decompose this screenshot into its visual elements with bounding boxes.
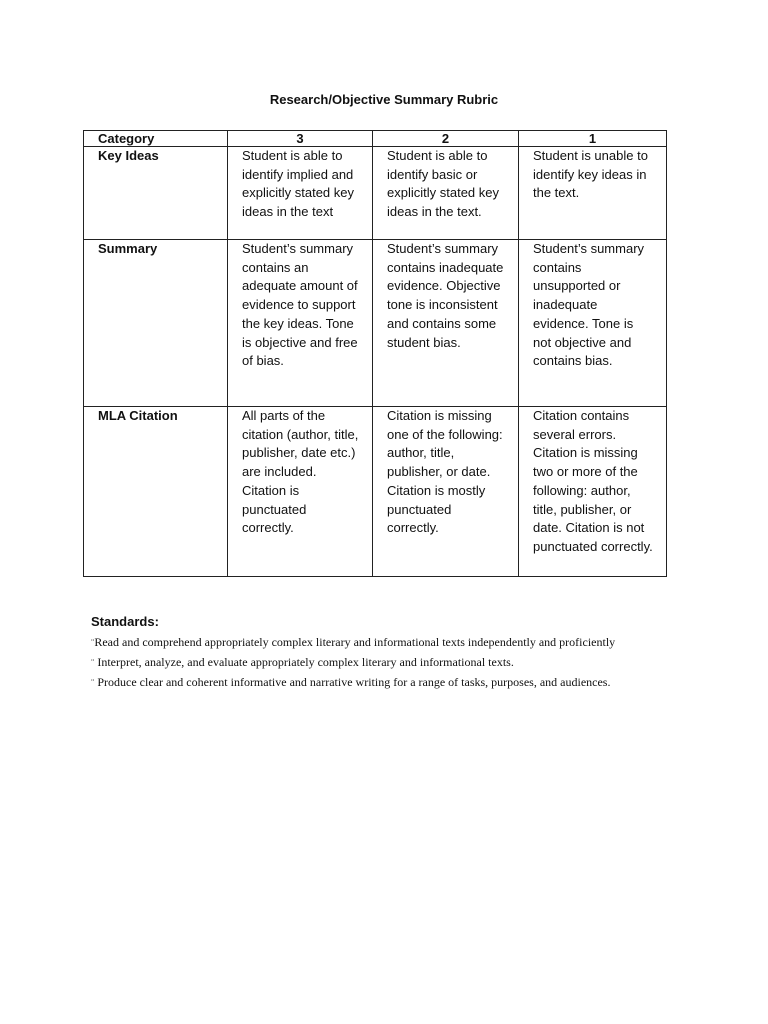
standards-section [91,614,651,693]
cell-mla-citation-1: Citation contains several errors. Citation is missing two or more of the following: author, title, publisher, or date. Citation is not punctuated correctly. [519,407,667,577]
cell-summary-2: Student’s summary contains inadequate evidence. Objective tone is inconsistent and contains some student bias. [373,240,519,407]
standard-text: Read and comprehend appropriately complex literary and informational texts independently and proficiently [94,635,616,649]
category-summary: Summary [84,240,228,407]
row-mla-citation [84,407,667,577]
row-key-ideas [84,147,667,240]
header-row [84,131,667,147]
standards-heading: Standards: [91,614,159,629]
cell-key-ideas-2: Student is able to identify basic or explicitly stated key ideas in the text. [373,147,519,240]
header-score-1: 1 [519,131,667,147]
cell-key-ideas-3: Student is able to identify implied and explicitly stated key ideas in the text [228,147,373,240]
standard-item [91,633,651,653]
header-score-3: 3 [228,131,373,147]
category-key-ideas: Key Ideas [84,147,228,240]
cell-summary-3: Student’s summary contains an adequate amount of evidence to support the key ideas. Tone is objective and free of bias. [228,240,373,407]
standard-text: Interpret, analyze, and evaluate appropriately complex literary and informational texts. [94,655,514,669]
standard-item [91,653,651,673]
cell-mla-citation-2: Citation is missing one of the following: author, title, publisher, or date. Citation is mostly punctuated correctly. [373,407,519,577]
cell-key-ideas-1: Student is unable to identify key ideas in the text. [519,147,667,240]
bullet-icon: ¨ [91,638,95,649]
category-mla-citation: MLA Citation [84,407,228,577]
rubric-table [83,130,667,577]
cell-mla-citation-3: All parts of the citation (author, title, publisher, date etc.) are included. Citation is punctuated correctly. [228,407,373,577]
header-score-2: 2 [373,131,519,147]
bullet-icon: ¨ [91,658,95,669]
standard-text: Produce clear and coherent informative and narrative writing for a range of tasks, purposes, and audiences. [94,675,611,689]
bullet-icon: ¨ [91,678,95,689]
row-summary [84,240,667,407]
cell-summary-1: Student’s summary contains unsupported or inadequate evidence. Tone is not objective and contains bias. [519,240,667,407]
standard-item [91,673,651,693]
header-category: Category [84,131,228,147]
rubric-title: Research/Objective Summary Rubric [269,92,499,107]
